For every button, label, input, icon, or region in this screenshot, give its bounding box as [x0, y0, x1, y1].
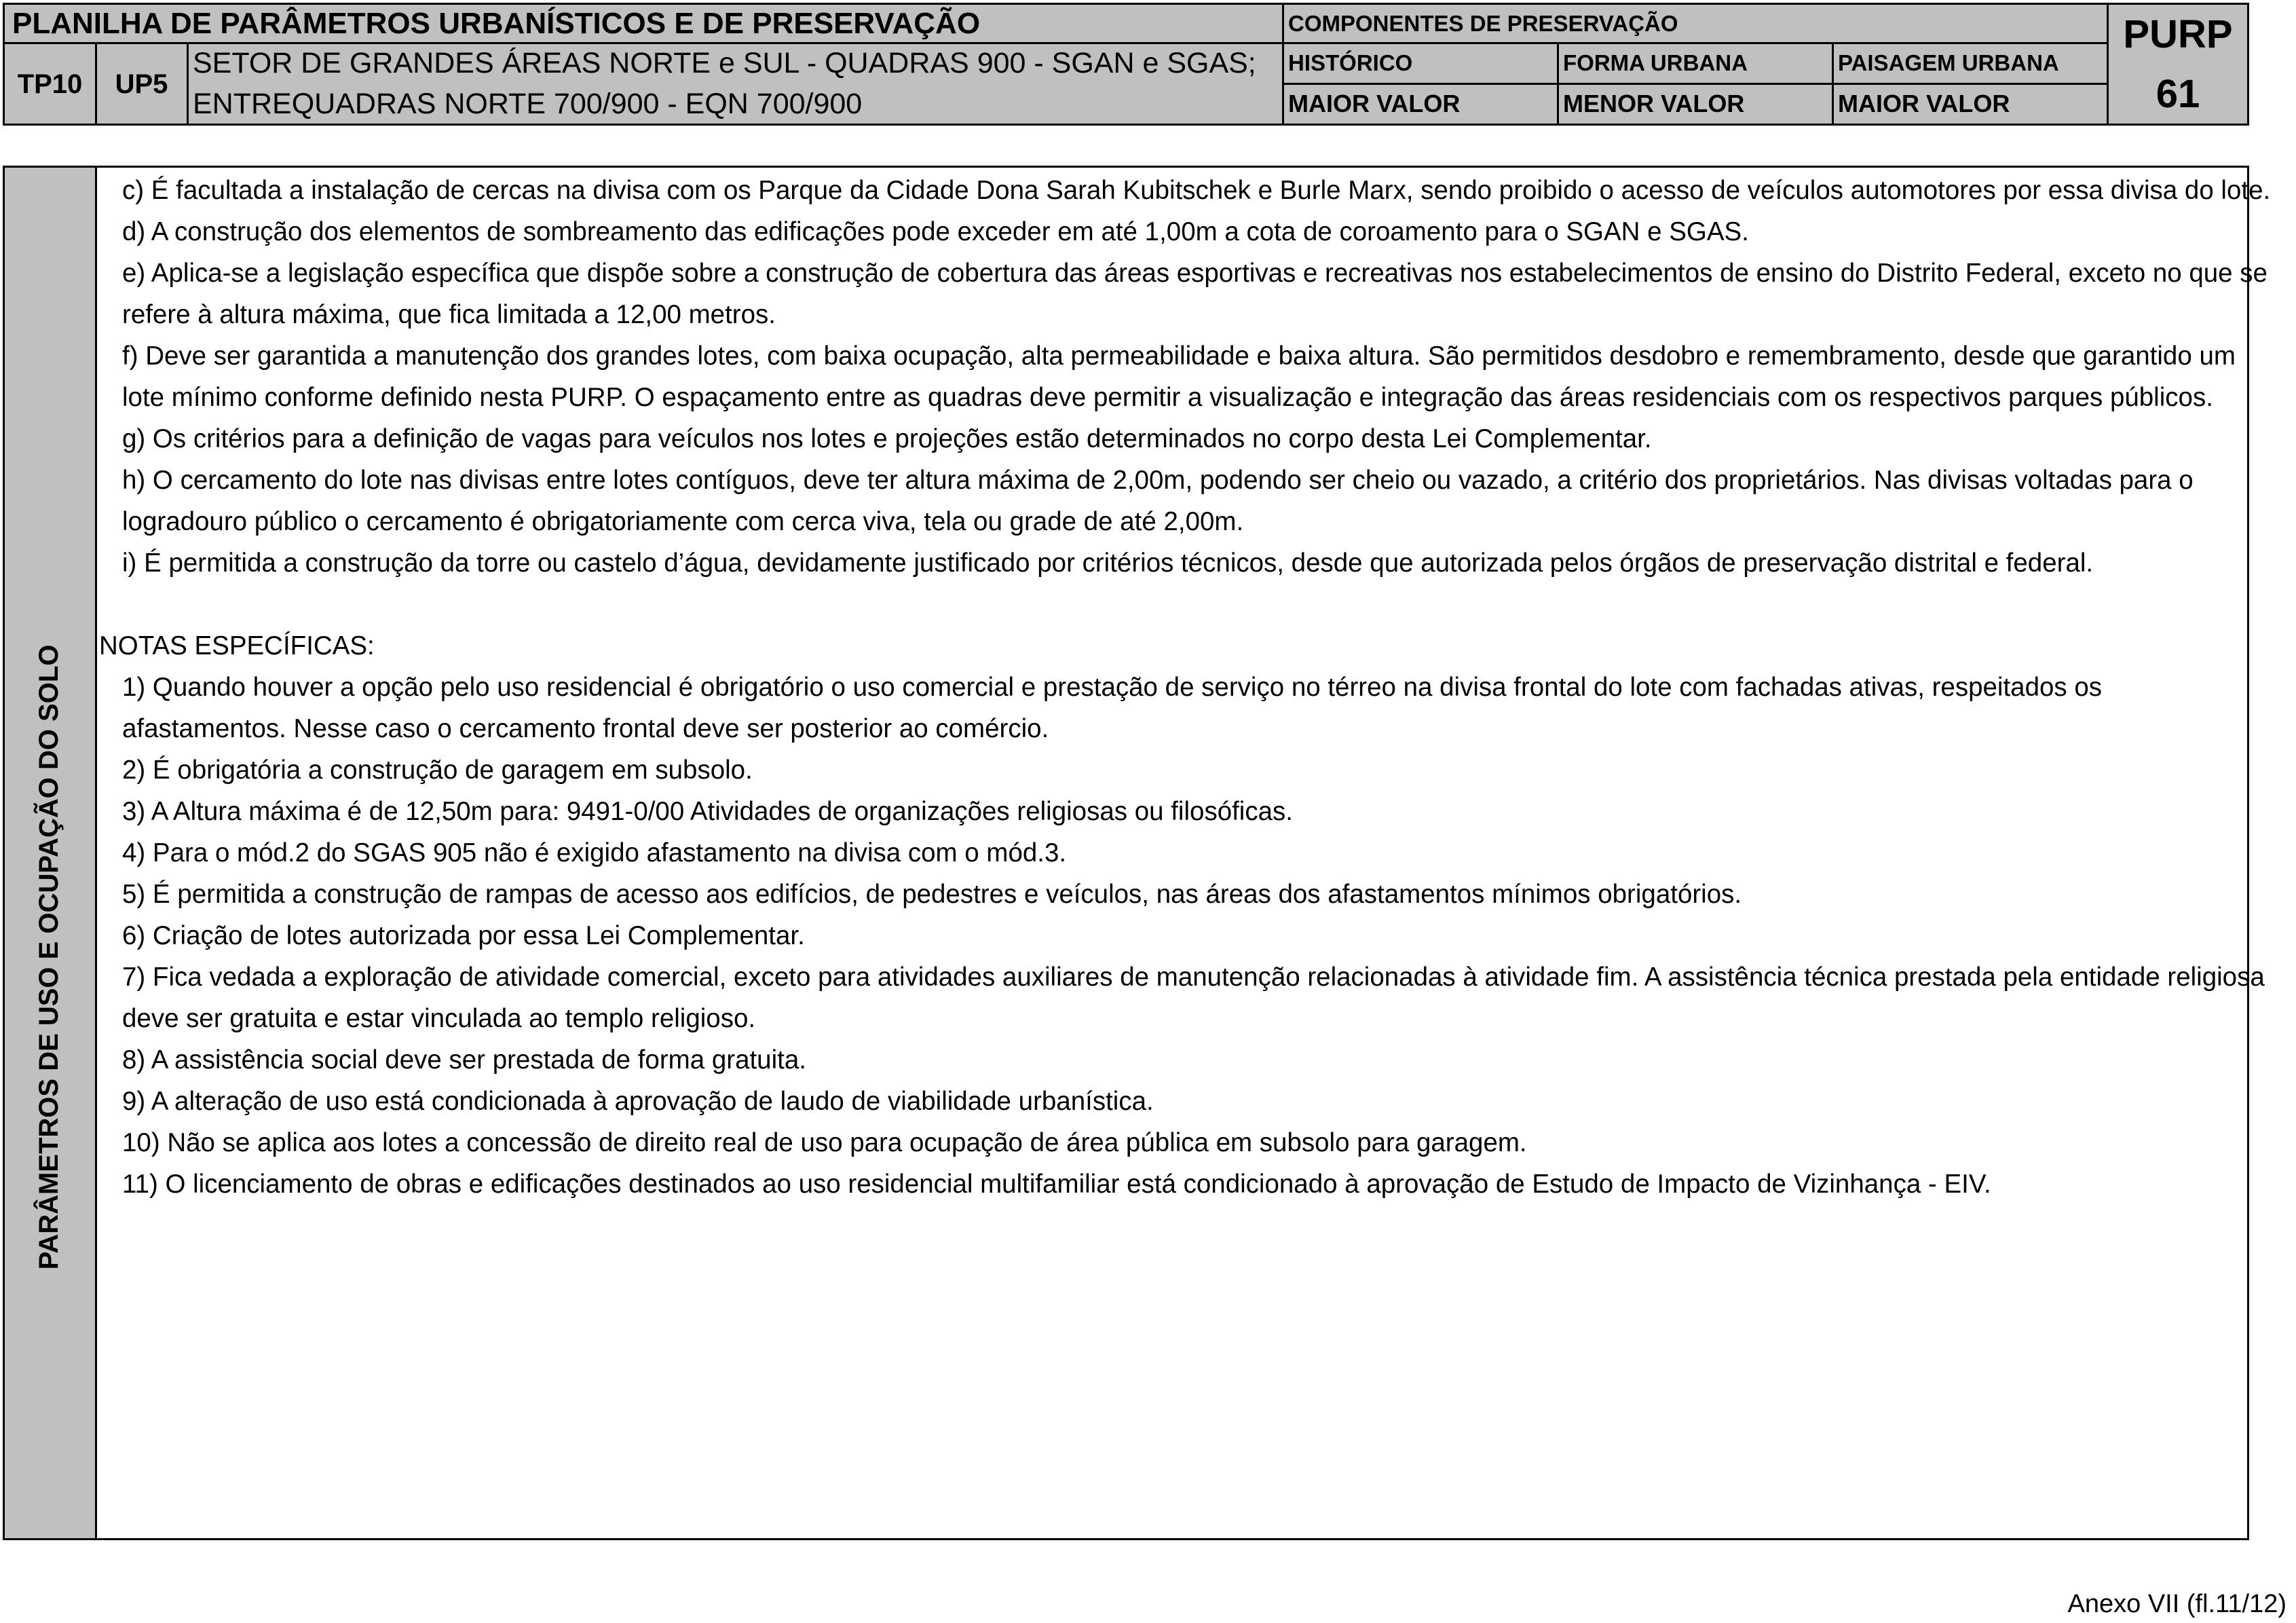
section-label: PARÂMETROS DE USO E OCUPAÇÃO DO SOLO: [34, 644, 64, 1270]
page-title: PLANILHA DE PARÂMETROS URBANÍSTICOS E DE PRESERVAÇÃO: [4, 4, 1283, 43]
list-item: g) Os critérios para a definição de vagas para veículos nos lotes e projeções estão determinados no corpo desta Lei Complementar.: [122, 424, 1652, 453]
note-item: 1) Quando houver a opção pelo uso residencial é obrigatório o uso comercial e prestação de serviço no térreo na divisa frontal do lote com fachadas ativas, respeitados os afastamentos. Nesse caso o cercamento frontal deve ser posterior ao comércio.: [122, 673, 2102, 743]
purp-number: 61: [2156, 72, 2200, 116]
component-historico: HISTÓRICO: [1283, 43, 1558, 84]
note-item: 10) Não se aplica aos lotes a concessão de direito real de uso para ocupação de área pública em subsolo para garagem.: [122, 1128, 1527, 1157]
note-item: 2) É obrigatória a construção de garagem em subsolo.: [122, 755, 753, 785]
components-title: COMPONENTES DE PRESERVAÇÃO: [1283, 4, 2107, 43]
sector-line-1: SETOR DE GRANDES ÁREAS NORTE e SUL - QUADRAS 900 - SGAN e SGAS;: [187, 43, 1283, 84]
list-item: d) A construção dos elementos de sombreamento das edificações pode exceder em até 1,00m a cota de coroamento para o SGAN e SGAS.: [122, 217, 1749, 246]
note-item: 8) A assistência social deve ser prestada de forma gratuita.: [122, 1045, 806, 1075]
list-item: f) Deve ser garantida a manutenção dos grandes lotes, com baixa ocupação, alta permeabilidade e baixa altura. São permitidos desdobro e remembramento, desde que garantido um lote mínimo conforme definido nesta PURP. O espaçamento entre as quadras deve permitir a visualização e integração das áreas residenciais com os respectivos parques públicos.: [122, 341, 2236, 412]
note-item: 3) A Altura máxima é de 12,50m para: 9491-0/00 Atividades de organizações religiosas ou filosóficas.: [122, 797, 1293, 826]
list-item: i) É permitida a construção da torre ou castelo d’água, devidamente justificado por critérios técnicos, desde que autorizada pelos órgãos de preservação distrital e federal.: [122, 548, 2094, 578]
purp-box: [2107, 4, 2248, 125]
note-item: 11) O licenciamento de obras e edificações destinados ao uso residencial multifamiliar está condicionado à aprovação de Estudo de Impacto de Vizinhança - EIV.: [122, 1170, 1991, 1199]
note-item: 4) Para o mód.2 do SGAS 905 não é exigido afastamento na divisa com o mód.3.: [122, 838, 1067, 868]
value-historico: MAIOR VALOR: [1283, 84, 1558, 125]
note-item: 6) Criação de lotes autorizada por essa Lei Complementar.: [122, 921, 805, 950]
component-forma-urbana: FORMA URBANA: [1558, 43, 1832, 84]
list-item: e) Aplica-se a legislação específica que dispõe sobre a construção de cobertura das áreas esportivas e recreativas nos estabelecimentos de ensino do Distrito Federal, exceto no que se refere à altura máxima, que fica limitada a 12,00 metros.: [122, 259, 2267, 329]
note-item: 7) Fica vedada a exploração de atividade comercial, exceto para atividades auxiliares de manutenção relacionadas à atividade fim. A assistência técnica prestada pela entidade religiosa deve ser gratuita e estar vinculada ao templo religioso.: [122, 963, 2265, 1033]
list-item: c) É facultada a instalação de cercas na divisa com os Parque da Cidade Dona Sarah Kubitschek e Burle Marx, sendo proibido o acesso de veículos automotores por essa divisa do lote.: [122, 176, 2271, 205]
value-forma-urbana: MENOR VALOR: [1558, 84, 1832, 125]
note-item: 9) A alteração de uso está condicionada à aprovação de laudo de viabilidade urbanística.: [122, 1087, 1154, 1116]
tp-code: TP10: [4, 43, 96, 125]
note-item: 5) É permitida a construção de rampas de acesso aos edifícios, de pedestres e veículos, nas áreas dos afastamentos mínimos obrigatórios.: [122, 880, 1742, 909]
sector-line-2: ENTREQUADRAS NORTE 700/900 - EQN 700/900: [187, 84, 1283, 125]
up-code: UP5: [96, 43, 187, 125]
value-paisagem-urbana: MAIOR VALOR: [1832, 84, 2107, 125]
section-content: [99, 170, 2271, 1205]
notes-title: NOTAS ESPECÍFICAS:: [99, 631, 375, 660]
purp-label: PURP: [2123, 12, 2233, 56]
page-footer: Anexo VII (fl.11/12): [2067, 1590, 2286, 1618]
component-paisagem-urbana: PAISAGEM URBANA: [1832, 43, 2107, 84]
list-item: h) O cercamento do lote nas divisas entre lotes contíguos, deve ter altura máxima de 2,00m, podendo ser cheio ou vazado, a critério dos proprietários. Nas divisas voltadas para o logradouro público o cercamento é obrigatoriamente com cerca viva, tela ou grade de até 2,00m.: [122, 466, 2194, 536]
